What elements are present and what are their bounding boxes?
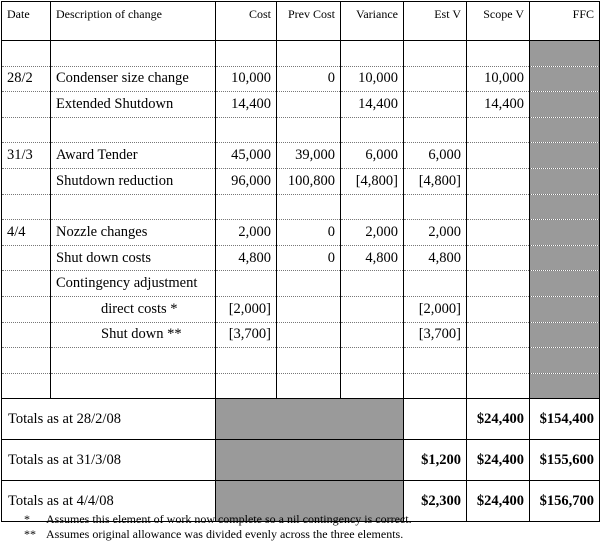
cell-scope-v <box>467 245 530 271</box>
cell-description <box>51 348 216 374</box>
cell-est-v: [3,700] <box>404 322 467 348</box>
change-rows <box>2 41 600 399</box>
header-variance: Variance <box>341 2 404 41</box>
cell-date <box>2 245 51 271</box>
cell-description: Award Tender <box>51 143 216 169</box>
cell-description: direct costs * <box>51 296 216 322</box>
cell-variance <box>341 373 404 399</box>
cell-date <box>2 296 51 322</box>
cell-cost <box>216 117 277 143</box>
cell-prev-cost <box>277 271 341 297</box>
change-log-table-wrapper <box>1 1 600 522</box>
cell-scope-v <box>467 220 530 246</box>
cell-variance: 6,000 <box>341 143 404 169</box>
cell-scope-v <box>467 296 530 322</box>
totals-row <box>2 440 600 481</box>
cell-date <box>2 194 51 220</box>
totals-shaded-block <box>216 399 404 440</box>
cell-variance: [4,800] <box>341 168 404 194</box>
cell-cost: 10,000 <box>216 66 277 92</box>
cell-cost: [2,000] <box>216 296 277 322</box>
totals-est-v: $2,300 <box>404 481 467 522</box>
cell-variance: 4,800 <box>341 245 404 271</box>
cell-prev-cost <box>277 194 341 220</box>
cell-ffc-shaded <box>530 66 600 92</box>
cell-prev-cost: 0 <box>277 66 341 92</box>
cell-date <box>2 92 51 118</box>
table-row <box>2 348 600 374</box>
header-prev-cost: Prev Cost <box>277 2 341 41</box>
cell-scope-v <box>467 348 530 374</box>
footnote <box>24 512 412 527</box>
totals-est-v: $1,200 <box>404 440 467 481</box>
cell-est-v <box>404 41 467 67</box>
cell-date <box>2 168 51 194</box>
totals-ffc: $155,600 <box>530 440 600 481</box>
cell-cost <box>216 373 277 399</box>
cell-ffc-shaded <box>530 296 600 322</box>
cell-cost <box>216 194 277 220</box>
cell-date <box>2 271 51 297</box>
header-est-v: Est V <box>404 2 467 41</box>
cell-cost: 4,800 <box>216 245 277 271</box>
cell-est-v <box>404 117 467 143</box>
table-row <box>2 41 600 67</box>
cell-variance: 10,000 <box>341 66 404 92</box>
cell-ffc-shaded <box>530 220 600 246</box>
cell-scope-v <box>467 322 530 348</box>
cell-cost: [3,700] <box>216 322 277 348</box>
cell-prev-cost <box>277 92 341 118</box>
cell-ffc-shaded <box>530 92 600 118</box>
cell-date: 4/4 <box>2 220 51 246</box>
header-scope-v: Scope V <box>467 2 530 41</box>
cell-variance <box>341 41 404 67</box>
total-rows <box>2 399 600 522</box>
table-row <box>2 66 600 92</box>
cell-cost <box>216 41 277 67</box>
cell-scope-v <box>467 271 530 297</box>
footnote-text: Assumes original allowance was divided evenly across the three elements. <box>46 527 404 541</box>
cell-est-v: 6,000 <box>404 143 467 169</box>
cell-scope-v <box>467 117 530 143</box>
totals-est-v <box>404 399 467 440</box>
cell-prev-cost: 0 <box>277 220 341 246</box>
cell-scope-v <box>467 194 530 220</box>
header-date: Date <box>2 2 51 41</box>
cell-date <box>2 348 51 374</box>
totals-scope-v: $24,400 <box>467 399 530 440</box>
totals-label: Totals as at 31/3/08 <box>2 440 216 481</box>
table-row <box>2 92 600 118</box>
footnotes <box>24 512 412 542</box>
cell-ffc-shaded <box>530 168 600 194</box>
totals-scope-v: $24,400 <box>467 481 530 522</box>
totals-row <box>2 399 600 440</box>
cell-ffc-shaded <box>530 271 600 297</box>
cell-scope-v <box>467 168 530 194</box>
totals-scope-v: $24,400 <box>467 440 530 481</box>
cell-ffc-shaded <box>530 143 600 169</box>
cell-est-v: 2,000 <box>404 220 467 246</box>
cell-ffc-shaded <box>530 373 600 399</box>
cell-est-v: 4,800 <box>404 245 467 271</box>
cell-est-v <box>404 373 467 399</box>
cell-variance <box>341 194 404 220</box>
cell-description: Shutdown reduction <box>51 168 216 194</box>
cell-ffc-shaded <box>530 322 600 348</box>
cell-prev-cost: 39,000 <box>277 143 341 169</box>
cell-cost: 96,000 <box>216 168 277 194</box>
cell-scope-v: 14,400 <box>467 92 530 118</box>
cell-est-v <box>404 271 467 297</box>
cell-cost <box>216 348 277 374</box>
cell-est-v: [4,800] <box>404 168 467 194</box>
cell-ffc-shaded <box>530 194 600 220</box>
cell-scope-v: 10,000 <box>467 66 530 92</box>
header-cost: Cost <box>216 2 277 41</box>
cell-date <box>2 41 51 67</box>
cell-variance: 2,000 <box>341 220 404 246</box>
cell-description <box>51 194 216 220</box>
table-row <box>2 271 600 297</box>
table-row <box>2 220 600 246</box>
cell-est-v: [2,000] <box>404 296 467 322</box>
cell-description <box>51 373 216 399</box>
cell-cost: 45,000 <box>216 143 277 169</box>
totals-shaded-block <box>216 440 404 481</box>
cell-scope-v <box>467 41 530 67</box>
cell-description <box>51 41 216 67</box>
cell-ffc-shaded <box>530 245 600 271</box>
footnote-text: Assumes this element of work now complete so a nil contingency is correct. <box>46 512 412 526</box>
table-row <box>2 117 600 143</box>
cell-prev-cost <box>277 373 341 399</box>
cell-variance <box>341 117 404 143</box>
cell-scope-v <box>467 143 530 169</box>
totals-ffc: $156,700 <box>530 481 600 522</box>
cell-scope-v <box>467 373 530 399</box>
cell-ffc-shaded <box>530 41 600 67</box>
cell-description: Nozzle changes <box>51 220 216 246</box>
footnote-marker: ** <box>24 527 36 541</box>
cell-description: Contingency adjustment <box>51 271 216 297</box>
cell-est-v <box>404 92 467 118</box>
cell-cost: 2,000 <box>216 220 277 246</box>
cell-prev-cost <box>277 117 341 143</box>
cell-variance: 14,400 <box>341 92 404 118</box>
cell-variance <box>341 322 404 348</box>
cell-cost: 14,400 <box>216 92 277 118</box>
totals-ffc: $154,400 <box>530 399 600 440</box>
table-row <box>2 296 600 322</box>
cell-description: Shut down ** <box>51 322 216 348</box>
cell-date <box>2 322 51 348</box>
cell-cost <box>216 271 277 297</box>
cell-prev-cost: 0 <box>277 245 341 271</box>
cell-date <box>2 117 51 143</box>
totals-label: Totals as at 28/2/08 <box>2 399 216 440</box>
cell-prev-cost <box>277 348 341 374</box>
table-row <box>2 373 600 399</box>
table-row <box>2 168 600 194</box>
header-description: Description of change <box>51 2 216 41</box>
cell-prev-cost <box>277 322 341 348</box>
table-row <box>2 194 600 220</box>
table-row <box>2 143 600 169</box>
cell-date: 31/3 <box>2 143 51 169</box>
cell-prev-cost: 100,800 <box>277 168 341 194</box>
cell-date <box>2 373 51 399</box>
cell-prev-cost <box>277 41 341 67</box>
cell-variance <box>341 271 404 297</box>
table-row <box>2 245 600 271</box>
cell-ffc-shaded <box>530 348 600 374</box>
table-row <box>2 322 600 348</box>
cell-date: 28/2 <box>2 66 51 92</box>
footnote-marker: * <box>24 512 30 526</box>
cell-est-v <box>404 194 467 220</box>
cell-ffc-shaded <box>530 117 600 143</box>
cell-est-v <box>404 348 467 374</box>
cell-description: Extended Shutdown <box>51 92 216 118</box>
footnote <box>24 527 412 542</box>
cell-description: Condenser size change <box>51 66 216 92</box>
cell-description <box>51 117 216 143</box>
totals-label: Totals as at 4/4/08 <box>2 481 216 522</box>
cell-est-v <box>404 66 467 92</box>
cell-prev-cost <box>277 296 341 322</box>
header-row <box>2 2 600 41</box>
header-ffc: FFC <box>530 2 600 41</box>
cell-variance <box>341 296 404 322</box>
cell-description: Shut down costs <box>51 245 216 271</box>
cell-variance <box>341 348 404 374</box>
change-log-table <box>1 1 600 522</box>
